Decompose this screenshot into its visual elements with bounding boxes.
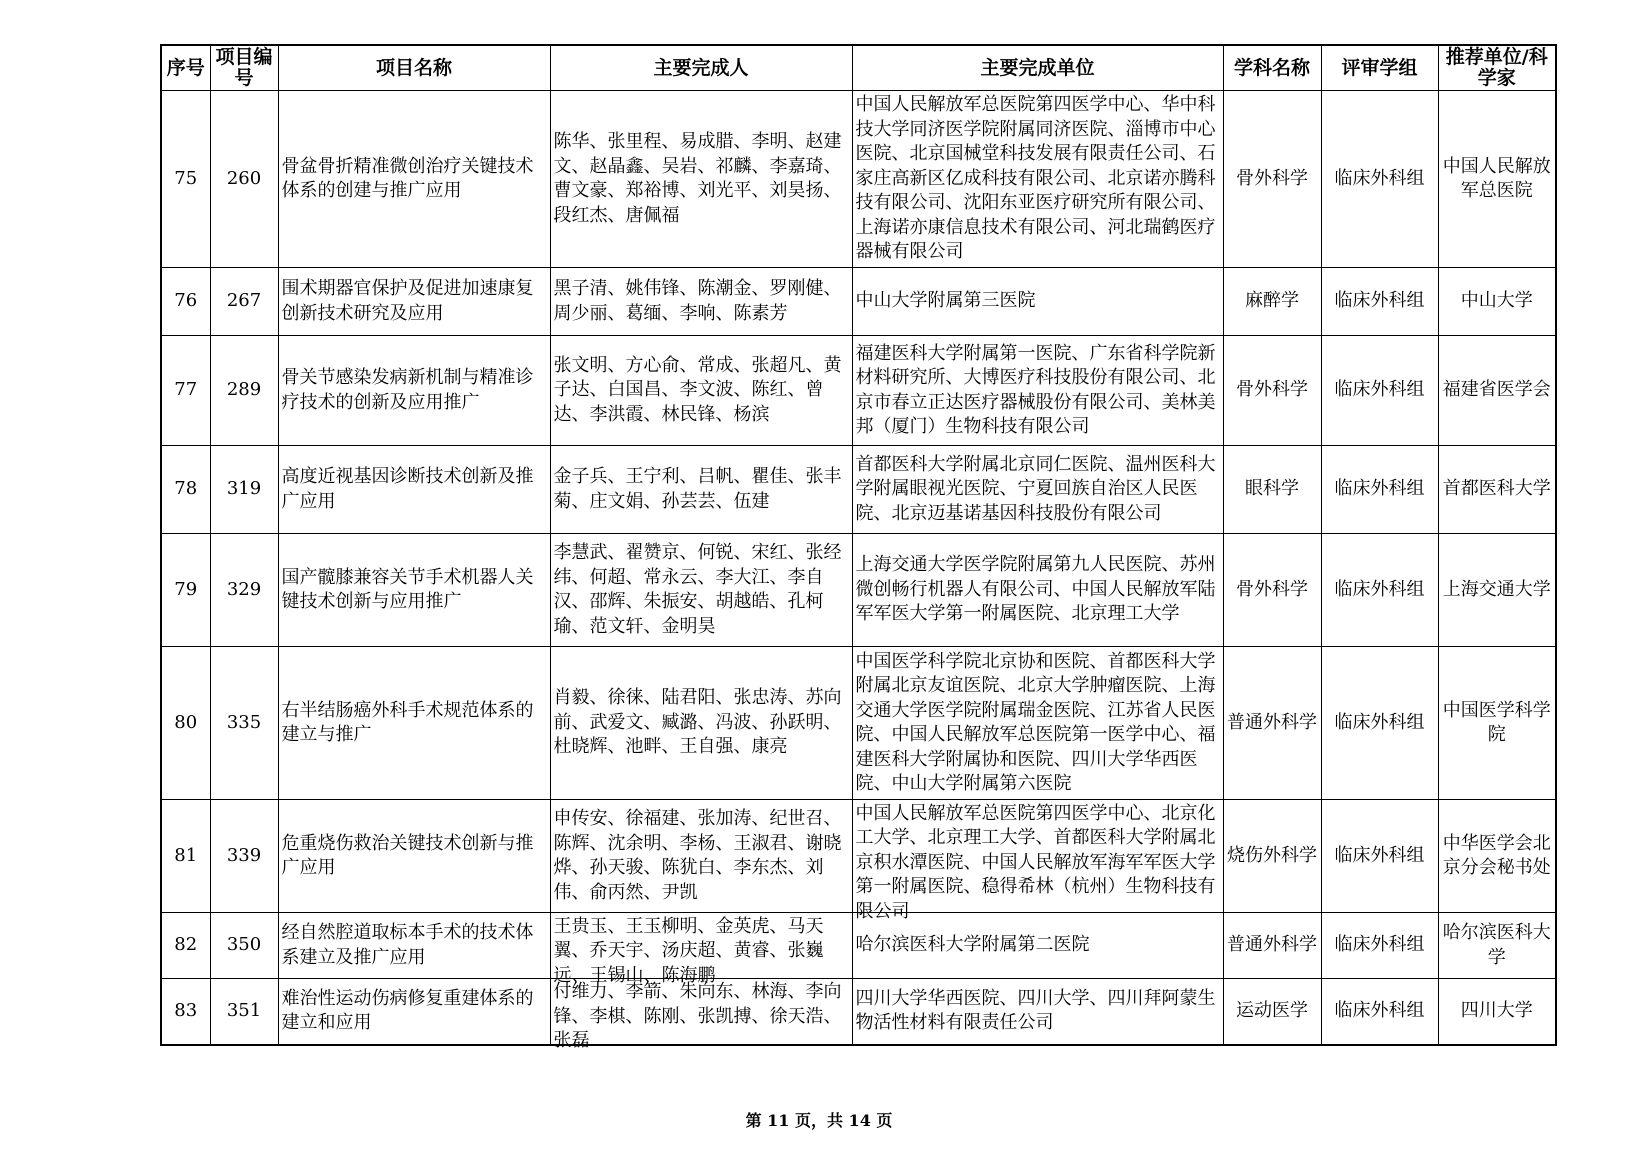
cell-project-name: 骨关节感染发病新机制与精准诊疗技术的创新及应用推广 (278, 336, 550, 446)
cell-people-text: 申传安、徐福建、张加涛、纪世召、陈辉、沈余明、李杨、王淑君、谢晓烨、孙天骏、陈犹白、李东杰、刘伟、俞丙然、尹凯 (553, 808, 842, 903)
cell-units-text: 上海交通大学医学院附属第九人民医院、苏州微创畅行机器人有限公司、中国人民解放军陆军军医大学第一附属医院、北京理工大学 (855, 554, 1216, 625)
cell-code: 319 (210, 446, 278, 534)
cell-recommender: 哈尔滨医科大学 (1438, 913, 1556, 979)
cell-recommender: 上海交通大学 (1438, 534, 1556, 647)
cell-people (550, 800, 852, 913)
table-body (161, 91, 1556, 1052)
cell-subject: 骨外科学 (1223, 336, 1321, 446)
cell-project-name: 高度近视基因诊断技术创新及推广应用 (278, 446, 550, 534)
cell-group: 临床外科组 (1321, 268, 1438, 336)
cell-people-text: 李慧武、翟赞京、何锐、宋红、张经纬、何超、常永云、李大江、李自汉、邵辉、朱振安、胡越皓、孔柯瑜、范文轩、金明昊 (553, 542, 842, 637)
cell-people (550, 336, 852, 446)
cell-group: 临床外科组 (1321, 979, 1438, 1045)
cell-units (852, 91, 1223, 268)
cell-people-text: 王贵玉、王玉柳明、金英虎、马天翼、乔天宇、汤庆超、黄睿、张巍远、王锡山、陈海鹏 (553, 915, 824, 986)
cell-group: 临床外科组 (1321, 647, 1438, 800)
cell-seq: 75 (161, 91, 210, 268)
cell-code: 289 (210, 336, 278, 446)
cell-code: 267 (210, 268, 278, 336)
cell-project-name: 骨盆骨折精准微创治疗关键技术体系的创建与推广应用 (278, 91, 550, 268)
table-row (161, 979, 1556, 1045)
table-row (161, 446, 1556, 534)
cell-people-text: 陈华、张里程、易成腊、李明、赵建文、赵晶鑫、吴岩、祁麟、李嘉琦、曹文豪、郑裕博、刘光平、刘昊扬、段红杰、唐佩福 (553, 131, 842, 226)
cell-project-name: 国产髋膝兼容关节手术机器人关键技术创新与应用推广 (278, 534, 550, 647)
cell-project-name: 围术期器官保护及促进加速康复创新技术研究及应用 (278, 268, 550, 336)
cell-group: 临床外科组 (1321, 336, 1438, 446)
cell-people (550, 91, 852, 268)
cell-units (852, 336, 1223, 446)
cell-project-name: 难治性运动伤病修复重建体系的建立和应用 (278, 979, 550, 1045)
cell-units (852, 268, 1223, 336)
cell-code: 329 (210, 534, 278, 647)
cell-people (550, 647, 852, 800)
cell-seq: 78 (161, 446, 210, 534)
table-row (161, 647, 1556, 800)
cell-units-text: 中国医学科学院北京协和医院、首都医科大学附属北京友谊医院、北京大学肿瘤医院、上海交通大学医学院附属瑞金医院、江苏省人民医院、中国人民解放军总医院第一医学中心、福建医科大学附属协和医院、四川大学华西医院、中山大学附属第六医院 (855, 650, 1216, 794)
header-group: 评审学组 (1321, 45, 1438, 91)
cell-seq: 76 (161, 268, 210, 336)
cell-group: 临床外科组 (1321, 91, 1438, 268)
cell-recommender: 中山大学 (1438, 268, 1556, 336)
cell-group: 临床外科组 (1321, 800, 1438, 913)
header-subject: 学科名称 (1223, 45, 1321, 91)
cell-people (550, 446, 852, 534)
header-name: 项目名称 (278, 45, 550, 91)
cell-code: 260 (210, 91, 278, 268)
cell-people-text: 肖毅、徐徕、陆君阳、张忠涛、苏向前、武爱文、臧潞、冯波、孙跃明、杜晓辉、池畔、王自强、康亮 (553, 687, 842, 758)
table-row (161, 268, 1556, 336)
cell-project-name: 危重烧伤救治关键技术创新与推广应用 (278, 800, 550, 913)
cell-subject: 运动医学 (1223, 979, 1321, 1045)
page-footer: 第 11 页，共 14 页 (745, 1111, 893, 1130)
cell-group: 临床外科组 (1321, 446, 1438, 534)
header-code: 项目编号 (210, 45, 278, 91)
table-row (161, 534, 1556, 647)
cell-recommender: 首都医科大学 (1438, 446, 1556, 534)
cell-units (852, 647, 1223, 800)
cell-project-name: 经自然腔道取标本手术的技术体系建立及推广应用 (278, 913, 550, 979)
cell-seq: 80 (161, 647, 210, 800)
cell-units-text: 四川大学华西医院、四川大学、四川拜阿蒙生物活性材料有限责任公司 (855, 987, 1216, 1034)
cell-seq: 82 (161, 913, 210, 979)
cell-subject: 麻醉学 (1223, 268, 1321, 336)
cell-code: 350 (210, 913, 278, 979)
table-row (161, 91, 1556, 268)
cell-code: 335 (210, 647, 278, 800)
cell-people-text: 张文明、方心俞、常成、张超凡、黄子达、白国昌、李文波、陈红、曾达、李洪霞、林民锋、杨滨 (553, 354, 842, 425)
cell-code: 339 (210, 800, 278, 913)
cell-subject: 骨外科学 (1223, 534, 1321, 647)
cell-people-text: 黑子清、姚伟锋、陈潮金、罗刚健、周少丽、葛缅、李响、陈素芳 (553, 278, 842, 324)
cell-people (550, 979, 852, 1052)
cell-seq: 77 (161, 336, 210, 446)
cell-seq: 83 (161, 979, 210, 1045)
header-units: 主要完成单位 (852, 45, 1223, 91)
cell-subject: 普通外科学 (1223, 647, 1321, 800)
cell-code: 351 (210, 979, 278, 1045)
cell-units (852, 446, 1223, 534)
award-table-container (160, 44, 1555, 1052)
cell-group: 临床外科组 (1321, 534, 1438, 647)
cell-units-text: 首都医科大学附属北京同仁医院、温州医科大学附属眼视光医院、宁夏回族自治区人民医院、北京迈基诺基因科技股份有限公司 (855, 453, 1216, 524)
cell-units-text: 福建医科大学附属第一医院、广东省科学院新材料研究所、大博医疗科技股份有限公司、北京市春立正达医疗器械股份有限公司、美林美邦（厦门）生物科技有限公司 (855, 342, 1216, 437)
cell-seq: 79 (161, 534, 210, 647)
cell-units (852, 979, 1223, 1045)
cell-group: 临床外科组 (1321, 913, 1438, 979)
cell-recommender: 福建省医学会 (1438, 336, 1556, 446)
cell-seq: 81 (161, 800, 210, 913)
cell-recommender: 中国医学科学院 (1438, 647, 1556, 800)
cell-subject: 骨外科学 (1223, 91, 1321, 268)
header-seq: 序号 (161, 45, 210, 91)
cell-recommender: 四川大学 (1438, 979, 1556, 1045)
cell-units-text: 哈尔滨医科大学附属第二医院 (855, 934, 1090, 956)
cell-recommender: 中国人民解放军总医院 (1438, 91, 1556, 268)
cell-units (852, 534, 1223, 647)
cell-subject: 烧伤外科学 (1223, 800, 1321, 913)
cell-units-text: 中国人民解放军总医院第四医学中心、华中科技大学同济医学院附属同济医院、淄博市中心医院、北京国械堂科技发展有限责任公司、石家庄高新区亿成科技有限公司、北京诺亦腾科技有限公司、沈阳东亚医疗研究所有限公司、上海诺亦康信息技术有限公司、河北瑞鹤医疗器械有限公司 (855, 94, 1216, 263)
award-table (160, 44, 1557, 1052)
cell-people (550, 534, 852, 647)
header-row (161, 45, 1556, 91)
header-recommender: 推荐单位/科学家 (1438, 45, 1556, 91)
cell-people-text: 付维力、李箭、朱向东、林海、李向锋、李棋、陈刚、张凯搏、徐天浩、张磊 (553, 981, 842, 1052)
cell-people (550, 913, 852, 986)
cell-people (550, 268, 852, 336)
cell-units-text: 中国人民解放军总医院第四医学中心、北京化工大学、北京理工大学、首都医科大学附属北京积水潭医院、中国人民解放军海军军医大学第一附属医院、稳得希林（杭州）生物科技有限公司 (855, 802, 1216, 922)
table-row (161, 336, 1556, 446)
header-people: 主要完成人 (550, 45, 852, 91)
cell-recommender: 中华医学会北京分会秘书处 (1438, 800, 1556, 913)
cell-people-text: 金子兵、王宁利、吕帆、瞿佳、张丰菊、庄文娟、孙芸芸、伍建 (553, 466, 842, 512)
cell-units-text: 中山大学附属第三医院 (855, 290, 1036, 312)
cell-subject: 眼科学 (1223, 446, 1321, 534)
cell-project-name: 右半结肠癌外科手术规范体系的建立与推广 (278, 647, 550, 800)
table-row (161, 800, 1556, 913)
cell-subject: 普通外科学 (1223, 913, 1321, 979)
cell-units (852, 800, 1223, 922)
